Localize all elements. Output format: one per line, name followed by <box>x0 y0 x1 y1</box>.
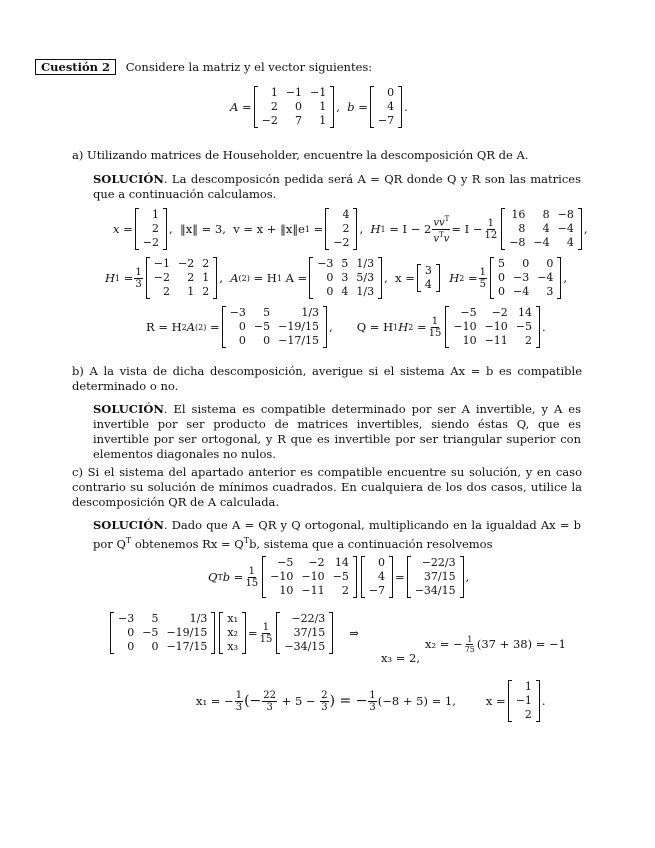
matrix-row <box>280 626 329 640</box>
matrix-cell: −1 <box>285 86 303 99</box>
matrix-row <box>505 208 578 222</box>
matrix-cell: 16 <box>511 208 526 221</box>
matrix-row <box>374 100 398 114</box>
matrix-cell: −10 <box>484 320 508 333</box>
bracket-right <box>536 680 540 722</box>
qtb-equation: Q T b = $\frac{1}{15}$ −5 −2 14 −10 −10 −5 10 −11 2 0 4 −7 = −22/3 37/15 −34/15 , <box>208 556 470 597</box>
matrix-row <box>266 570 353 584</box>
part-a-row1: x = 1 2 −2 , ‖x‖ = 3, v = x + ‖x‖e 1 = 4 2 −2 , H 1 = I − 2 $\frac{vv^T}{v^Tv}$ = I − $\frac{1}{12}$ 16 8 −8 8 4 −4 −8 −4 4 , <box>113 208 588 249</box>
matrix-cell: −4 <box>512 285 530 298</box>
matrix-cell: −2 <box>491 306 508 319</box>
matrix-cell: x₂ <box>227 626 238 639</box>
matrix-row <box>512 680 536 694</box>
matrix-cell: 0 <box>497 271 505 284</box>
matrix-cell: −5 <box>460 306 477 319</box>
matrix-cell: 5 <box>497 257 505 270</box>
matrix-body <box>223 612 242 654</box>
matrix-cell: 5/3 <box>356 271 375 284</box>
matrix-body <box>266 556 353 598</box>
matrix-cell: −3 <box>118 612 135 625</box>
matrix-a <box>254 86 335 128</box>
matrix-row <box>505 236 578 250</box>
matrix-row <box>114 626 211 640</box>
matrix-row <box>449 306 536 320</box>
matrix-body <box>258 86 331 128</box>
matrix-cell: 10 <box>462 334 477 347</box>
bracket-right <box>536 306 540 348</box>
matrix-cell: 2 <box>202 285 210 298</box>
x1-equation: x₁ = − $\frac{1}{3}$ (− $\frac{22}{3}$ + 5 − $\frac{2}{3}$ ) = − $\frac{1}{3}$ (−8 + 5) = 1, x = 1 −1 2 . <box>196 680 546 721</box>
matrix-cell: 4 <box>378 570 386 583</box>
system-rhs <box>276 612 333 654</box>
matrix-cell: −8 <box>509 236 526 249</box>
matrix-cell: −17/15 <box>166 640 208 653</box>
matrix-cell: 5 <box>341 257 349 270</box>
vector-b <box>370 86 402 128</box>
matrix-cell: 5 <box>151 612 159 625</box>
matrix-row <box>226 334 323 348</box>
question-header <box>35 60 372 75</box>
h1-matrix <box>146 257 217 299</box>
bracket-right <box>398 86 402 128</box>
matrix-body <box>449 306 536 348</box>
matrix-cell: 0 <box>546 257 554 270</box>
matrix-cell: −10 <box>453 320 477 333</box>
bracket-right <box>460 556 464 598</box>
matrix-cell: −3 <box>229 306 246 319</box>
matrix-row <box>365 570 389 584</box>
matrix-cell: 1/3 <box>356 285 375 298</box>
matrix-cell: −1 <box>310 86 327 99</box>
matrix-row <box>329 222 353 236</box>
matrix-cell: 1 <box>319 114 327 127</box>
matrix-cell: 2 <box>152 222 160 235</box>
matrix-row <box>114 612 211 626</box>
qtb-result <box>407 556 464 598</box>
matrix-cell: 2 <box>163 285 171 298</box>
matrix-cell: 0 <box>326 285 334 298</box>
matrix-row <box>411 570 460 584</box>
matrix-cell: −5 <box>277 556 294 569</box>
matrix-row <box>139 208 163 222</box>
matrix-body <box>226 306 323 348</box>
matrix-row <box>494 257 557 271</box>
matrix-body <box>114 612 211 654</box>
matrix-row <box>365 556 389 570</box>
matrix-cell: 2 <box>341 584 349 597</box>
part-a-row2: H 1 = $\frac{1}{3}$ −1 −2 2 −2 2 1 2 1 2 , A (2) = H 1 A = −3 5 1/3 0 3 5/3 0 4 1/3 , x = 3 4 H 2 = $\frac{1}{5}$ 5 0 0 0 −3 −4 0 −4 3 , <box>105 257 568 298</box>
matrix-row <box>266 556 353 570</box>
matrix-row <box>258 86 331 100</box>
matrix-cell: 1 <box>152 208 160 221</box>
bracket-right <box>330 86 334 128</box>
matrix-row <box>150 271 213 285</box>
matrix-cell: −8 <box>557 208 574 221</box>
matrix-row <box>512 708 536 722</box>
matrix-cell: 1/3 <box>356 257 375 270</box>
matrix-cell: 0 <box>127 626 135 639</box>
matrix-body <box>374 86 398 128</box>
matrix-cell: 4 <box>566 236 574 249</box>
matrix-cell: −5 <box>332 570 349 583</box>
matrix-row <box>365 584 389 598</box>
v-vector <box>325 208 357 250</box>
matrix-cell: −7 <box>368 584 386 597</box>
part-a-solution-label: SOLUCIÓN <box>93 172 164 186</box>
householder-fraction: $\frac{vv^T}{v^Tv}$ <box>433 215 450 244</box>
matrix-cell: 0 <box>151 640 159 653</box>
matrix-cell: 4 <box>542 222 550 235</box>
matrix-cell: −19/15 <box>278 320 320 333</box>
matrix-cell: −22/3 <box>291 612 326 625</box>
matrix-cell: −3 <box>317 257 334 270</box>
matrix-cell: −5 <box>253 320 271 333</box>
matrix-cell: −22/3 <box>421 556 456 569</box>
matrix-cell: −4 <box>533 236 550 249</box>
matrix-row <box>421 278 436 292</box>
x2-equation: x₂ = − $\frac{1}{75}$ (37 + 38) = −1 <box>425 635 566 654</box>
matrix-cell: 0 <box>127 640 135 653</box>
matrix-cell: 0 <box>238 320 246 333</box>
matrix-cell: 1 <box>524 680 532 693</box>
matrix-row <box>139 222 163 236</box>
matrix-body <box>313 257 378 299</box>
matrix-cell: 2 <box>202 257 210 270</box>
h2-matrix <box>490 257 561 299</box>
x3-equation: x₃ = 2, <box>381 651 421 665</box>
matrix-row <box>449 320 536 334</box>
v-definition: v = x + ‖x‖e <box>233 221 305 236</box>
matrix-cell: 2 <box>270 100 278 113</box>
matrix-cell: 2 <box>342 222 350 235</box>
bracket-right <box>211 612 215 654</box>
matrix-cell: 0 <box>238 334 246 347</box>
matrix-cell: −2 <box>178 257 195 270</box>
matrix-row <box>313 285 378 299</box>
matrix-cell: −10 <box>270 570 294 583</box>
b-vector-c <box>361 556 393 598</box>
matrix-cell: 0 <box>522 257 530 270</box>
x-final-vector <box>508 680 540 722</box>
system-r-matrix <box>110 612 215 654</box>
part-a-solution-text: . La descomposicón pedida será A = QR donde Q y R son las matrices que a continuación calculamos. <box>93 172 581 201</box>
matrix-cell: 1 <box>319 100 327 113</box>
matrix-body <box>494 257 557 299</box>
bracket-right <box>353 556 357 598</box>
a2-matrix <box>309 257 382 299</box>
given-matrix-vector: A = 1 −1 −1 2 0 1 −2 7 1 , b = 0 4 −7 . <box>230 86 408 127</box>
matrix-row <box>329 236 353 250</box>
matrix-cell: 0 <box>326 271 334 284</box>
matrix-body <box>329 208 353 250</box>
matrix-16 <box>501 208 582 250</box>
matrix-row <box>421 264 436 278</box>
matrix-cell: −34/15 <box>414 584 456 597</box>
matrix-cell: 0 <box>387 86 395 99</box>
matrix-row <box>150 285 213 299</box>
matrix-cell: 1 <box>202 271 210 284</box>
part-c-solution: SOLUCIÓN. Dado que A = QR y Q ortogonal, multiplicando en la igualdad Ax = b por $Q^T$ obtenemos $Rx = Q^Tb$, sistema que a continuación resolvemos <box>93 518 581 551</box>
matrix-cell: −7 <box>377 114 395 127</box>
matrix-cell: 2 <box>187 271 195 284</box>
matrix-cell: 0 <box>295 100 303 113</box>
matrix-body <box>150 257 213 299</box>
matrix-row <box>494 285 557 299</box>
question-label: Cuestión 2 <box>35 59 116 75</box>
matrix-cell: x₁ <box>227 612 238 625</box>
x2-vector <box>417 264 440 292</box>
bracket-right <box>323 306 327 348</box>
matrix-cell: −11 <box>484 334 508 347</box>
qt-matrix <box>262 556 357 598</box>
part-b-solution: SOLUCIÓN. El sistema es compatible determinado por ser A invertible, y A es invertible por ser producto de matrices invertibles, siendo éstas Q, que es invertible por ser ortogonal, y R que es invertible por ser triangular superior con elementos diagonales no nulos. <box>93 402 581 461</box>
bracket-right <box>163 208 167 250</box>
part-b-statement: b) A la vista de dicha descomposición, averigue si el sistema Ax = b es compatible determinado o no. <box>72 364 582 393</box>
matrix-cell: −5 <box>142 626 159 639</box>
matrix-row <box>266 584 353 598</box>
matrix-cell: 14 <box>334 556 349 569</box>
bracket-right <box>389 556 393 598</box>
matrix-cell: 1/3 <box>301 306 320 319</box>
matrix-cell: 8 <box>542 208 550 221</box>
matrix-body <box>505 208 578 250</box>
question-intro: Considere la matriz y el vector siguientes: <box>125 60 373 74</box>
matrix-row <box>329 208 353 222</box>
matrix-row <box>411 584 460 598</box>
bracket-right <box>353 208 357 250</box>
matrix-row <box>505 222 578 236</box>
x-vector <box>135 208 167 250</box>
part-a-row3: R = H 2 A (2) = −3 5 1/3 0 −5 −19/15 0 0 −17/15 , Q = H 1 H 2 = $\frac{1}{15}$ −5 −2 14 −10 −10 −5 10 −11 2 . <box>146 306 546 347</box>
matrix-cell: 8 <box>518 222 526 235</box>
matrix-cell: 1/3 <box>189 612 208 625</box>
matrix-row <box>226 320 323 334</box>
matrix-cell: 37/15 <box>293 626 326 639</box>
matrix-body <box>421 264 436 292</box>
matrix-cell: x₃ <box>227 640 238 653</box>
norm-x: ‖x‖ = 3, <box>179 221 226 236</box>
bracket-right <box>436 264 440 292</box>
matrix-row <box>374 114 398 128</box>
matrix-cell: 10 <box>279 584 294 597</box>
matrix-body <box>280 612 329 654</box>
part-c-statement: c) Si el sistema del apartado anterior es compatible encuentre su solución, y en caso contrario su solución de mínimos cuadrados. En cualquiera de los dos casos, utilice la descomposición QR de A calculada. <box>72 465 582 509</box>
matrix-row <box>223 612 242 626</box>
matrix-row <box>150 257 213 271</box>
bracket-right <box>378 257 382 299</box>
matrix-row <box>139 236 163 250</box>
matrix-cell: −17/15 <box>278 334 320 347</box>
matrix-body <box>139 208 163 250</box>
matrix-cell: −11 <box>301 584 325 597</box>
matrix-a-name: A <box>230 99 239 114</box>
matrix-row <box>449 334 536 348</box>
part-a-solution <box>93 172 581 202</box>
matrix-cell: −3 <box>512 271 530 284</box>
matrix-cell: 0 <box>263 334 271 347</box>
matrix-cell: 3 <box>341 271 349 284</box>
matrix-cell: −1 <box>515 694 532 707</box>
matrix-cell: 3 <box>424 264 432 277</box>
implies-arrow: ⇒ <box>349 625 359 640</box>
matrix-cell: 5 <box>263 306 271 319</box>
matrix-cell: −2 <box>142 236 160 249</box>
matrix-cell: 4 <box>342 208 350 221</box>
matrix-body <box>365 556 389 598</box>
part-a-statement: a) Utilizando matrices de Householder, encuentre la descomposición QR de A. <box>72 148 529 162</box>
matrix-body <box>411 556 460 598</box>
matrix-cell: −1 <box>153 257 171 270</box>
matrix-body <box>512 680 536 722</box>
matrix-cell: −10 <box>301 570 325 583</box>
r-matrix <box>222 306 327 348</box>
matrix-row <box>223 640 242 654</box>
matrix-cell: 1 <box>187 285 195 298</box>
matrix-cell: 14 <box>518 306 533 319</box>
vector-b-name: b <box>347 99 355 114</box>
system-x-vector <box>219 612 246 654</box>
matrix-row <box>223 626 242 640</box>
matrix-cell: 4 <box>424 278 432 291</box>
matrix-row <box>258 100 331 114</box>
matrix-row <box>258 114 331 128</box>
matrix-cell: 3 <box>546 285 554 298</box>
bracket-right <box>213 257 217 299</box>
bracket-right <box>578 208 582 250</box>
matrix-cell: −4 <box>557 222 574 235</box>
bracket-right <box>242 612 246 654</box>
matrix-cell: −2 <box>261 114 278 127</box>
matrix-row <box>374 86 398 100</box>
matrix-cell: −4 <box>537 271 554 284</box>
matrix-cell: −2 <box>333 236 350 249</box>
matrix-cell: 1 <box>270 86 278 99</box>
matrix-cell: 7 <box>295 114 303 127</box>
matrix-row <box>494 271 557 285</box>
matrix-row <box>512 694 536 708</box>
matrix-row <box>280 640 329 654</box>
matrix-cell: 4 <box>341 285 349 298</box>
matrix-cell: 0 <box>497 285 505 298</box>
matrix-cell: 0 <box>378 556 386 569</box>
matrix-cell: 37/15 <box>423 570 456 583</box>
matrix-cell: 2 <box>525 334 533 347</box>
matrix-cell: −19/15 <box>166 626 208 639</box>
matrix-cell: −5 <box>515 320 533 333</box>
matrix-row <box>226 306 323 320</box>
matrix-cell: 2 <box>524 708 532 721</box>
matrix-row <box>313 257 378 271</box>
triangular-system: −3 5 1/3 0 −5 −19/15 0 0 −17/15 x₁ x₂ x₃ = $\frac{1}{15}$ −22/3 37/15 −34/15 ⇒ <box>108 612 359 654</box>
matrix-row <box>411 556 460 570</box>
matrix-row <box>114 640 211 654</box>
matrix-row <box>313 271 378 285</box>
matrix-row <box>280 612 329 626</box>
matrix-cell: 4 <box>387 100 395 113</box>
matrix-cell: −34/15 <box>284 640 326 653</box>
matrix-cell: −2 <box>308 556 325 569</box>
matrix-cell: −2 <box>153 271 171 284</box>
bracket-right <box>557 257 561 299</box>
q-matrix <box>445 306 540 348</box>
bracket-right <box>329 612 333 654</box>
